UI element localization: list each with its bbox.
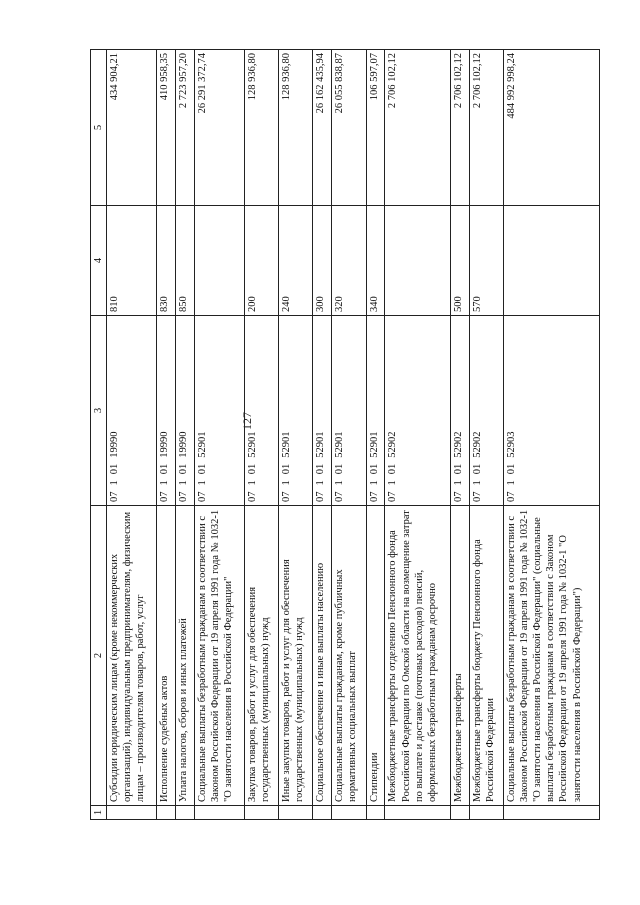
expense-type-code: 570 xyxy=(469,206,503,316)
table-row xyxy=(503,50,599,820)
col-header-5: 5 xyxy=(91,50,107,206)
row-index-cell xyxy=(503,806,599,820)
code-part: 01 xyxy=(368,463,380,475)
expense-type-code xyxy=(194,206,244,316)
expense-name: Социальные выплаты безработным гражданам в соответствии с Законом Российской Федерации от 19 апреля 1991 года № 1032-1 "О занятости населения в Российской Федерации" (социальные выплаты безработным гражданам в соответствии с Законом Российской Федерации от 19 апреля 1991 года № 1032-1 "О занятости населения в Российской Федерации") xyxy=(503,506,599,806)
code-part: 52903 xyxy=(505,431,517,458)
code-part: 1 xyxy=(196,480,208,486)
table-row xyxy=(194,50,244,820)
code-part: 01 xyxy=(177,463,189,475)
code-part: 52902 xyxy=(471,431,483,458)
classification-code xyxy=(244,316,278,506)
code-part: 07 xyxy=(109,491,121,502)
code-part: 01 xyxy=(246,463,258,475)
row-index-cell xyxy=(156,806,175,820)
classification-code xyxy=(156,316,175,506)
col-header-3: 3 xyxy=(91,316,107,506)
table-row xyxy=(385,50,450,820)
code-part: 07 xyxy=(315,491,327,502)
code-part: 01 xyxy=(505,463,517,475)
classification-code xyxy=(175,316,194,506)
code-part: 01 xyxy=(471,463,483,475)
amount: 2 723 957,20 xyxy=(175,50,194,206)
code-part: 1 xyxy=(158,480,170,486)
row-index-cell xyxy=(175,806,194,820)
expense-name: Стипендии xyxy=(366,506,385,806)
expense-name: Межбюджетные трансферты отделению Пенсионного фонда Российской Федерации по Омской области на возмещение затрат по выплате и доставке (почтовых расходов) пенсий, оформленных безработным гражданам досрочно xyxy=(385,506,450,806)
classification-code xyxy=(313,316,332,506)
code-part: 07 xyxy=(158,491,170,502)
row-index-cell xyxy=(107,806,157,820)
classification-code xyxy=(469,316,503,506)
expense-name: Исполнение судебных актов xyxy=(156,506,175,806)
header-row xyxy=(91,50,107,820)
code-part: 07 xyxy=(280,491,292,502)
table-row xyxy=(332,50,366,820)
expense-type-code: 200 xyxy=(244,206,278,316)
amount: 2 706 102,12 xyxy=(469,50,503,206)
expense-name: Социальное обеспечение и иные выплаты населению xyxy=(313,506,332,806)
expense-type-code: 340 xyxy=(366,206,385,316)
code-part: 07 xyxy=(368,491,380,502)
code-part: 1 xyxy=(334,480,346,486)
code-part: 52901 xyxy=(368,431,380,458)
row-index-cell xyxy=(385,806,450,820)
table-row xyxy=(175,50,194,820)
code-part: 1 xyxy=(280,480,292,486)
code-part: 1 xyxy=(315,480,327,486)
code-part: 1 xyxy=(452,480,464,486)
code-part: 01 xyxy=(334,463,346,475)
expense-name: Субсидии юридическим лицам (кроме некоммерческих организаций), индивидуальным предпринимателям, физическим лицам – производителям товаров, работ, услуг xyxy=(107,506,157,806)
expense-type-code: 810 xyxy=(107,206,157,316)
expense-type-code: 300 xyxy=(313,206,332,316)
amount: 410 958,35 xyxy=(156,50,175,206)
row-index-cell xyxy=(278,806,312,820)
page-number: 127 xyxy=(240,412,254,430)
code-part: 1 xyxy=(471,480,483,486)
code-part: 52901 xyxy=(334,431,346,458)
expense-name: Социальные выплаты безработным гражданам в соответствии с Законом Российской Федерации от 19 апреля 1991 года № 1032-1 "О занятости населения в Российской Федерации" xyxy=(194,506,244,806)
code-part: 19990 xyxy=(158,431,170,458)
expense-type-code: 850 xyxy=(175,206,194,316)
amount: 128 936,80 xyxy=(278,50,312,206)
table-row xyxy=(366,50,385,820)
code-part: 01 xyxy=(387,463,399,475)
amount: 128 936,80 xyxy=(244,50,278,206)
amount: 434 904,21 xyxy=(107,50,157,206)
table-row xyxy=(278,50,312,820)
col-header-1: 1 xyxy=(91,806,107,820)
classification-code xyxy=(503,316,599,506)
classification-code xyxy=(278,316,312,506)
code-part: 07 xyxy=(196,491,208,502)
expense-name: Уплата налогов, сборов и иных платежей xyxy=(175,506,194,806)
table-row xyxy=(450,50,469,820)
code-part: 52901 xyxy=(196,431,208,458)
amount: 26 291 372,74 xyxy=(194,50,244,206)
table-row xyxy=(107,50,157,820)
expense-name: Межбюджетные трансферты xyxy=(450,506,469,806)
expense-type-code xyxy=(385,206,450,316)
code-part: 07 xyxy=(452,491,464,502)
code-part: 07 xyxy=(334,491,346,502)
expense-type-code: 500 xyxy=(450,206,469,316)
expense-name: Социальные выплаты гражданам, кроме публичных нормативных социальных выплат xyxy=(332,506,366,806)
code-part: 01 xyxy=(196,463,208,475)
code-part: 52901 xyxy=(246,431,258,458)
row-index-cell xyxy=(244,806,278,820)
code-part: 1 xyxy=(505,480,517,486)
expense-type-code xyxy=(503,206,599,316)
amount: 26 055 838,87 xyxy=(332,50,366,206)
code-part: 52901 xyxy=(315,431,327,458)
classification-code xyxy=(450,316,469,506)
code-part: 19990 xyxy=(109,431,121,458)
classification-code xyxy=(366,316,385,506)
col-header-4: 4 xyxy=(91,206,107,316)
amount: 106 597,07 xyxy=(366,50,385,206)
expense-name: Закупка товаров, работ и услуг для обеспечения государственных (муниципальных) нужд xyxy=(244,506,278,806)
expense-name: Межбюджетные трансферты бюджету Пенсионного фонда Российской Федерации xyxy=(469,506,503,806)
row-index-cell xyxy=(469,806,503,820)
code-part: 07 xyxy=(471,491,483,502)
code-part: 07 xyxy=(177,491,189,502)
code-part: 01 xyxy=(452,463,464,475)
classification-code xyxy=(194,316,244,506)
code-part: 01 xyxy=(280,463,292,475)
code-part: 1 xyxy=(246,480,258,486)
code-part: 07 xyxy=(246,491,258,502)
classification-code xyxy=(385,316,450,506)
code-part: 52901 xyxy=(280,431,292,458)
row-index-cell xyxy=(194,806,244,820)
code-part: 52902 xyxy=(452,431,464,458)
table-row xyxy=(469,50,503,820)
code-part: 52902 xyxy=(387,431,399,458)
expense-name: Иные закупки товаров, работ и услуг для обеспечения государственных (муниципальных) нужд xyxy=(278,506,312,806)
amount: 2 706 102,12 xyxy=(385,50,450,206)
code-part: 1 xyxy=(387,480,399,486)
code-part: 01 xyxy=(109,463,121,475)
amount: 26 162 435,94 xyxy=(313,50,332,206)
col-header-2: 2 xyxy=(91,506,107,806)
expense-type-code: 240 xyxy=(278,206,312,316)
classification-code xyxy=(332,316,366,506)
code-part: 1 xyxy=(368,480,380,486)
budget-table xyxy=(90,49,600,820)
code-part: 1 xyxy=(177,480,189,486)
row-index-cell xyxy=(313,806,332,820)
code-part: 19990 xyxy=(177,431,189,458)
code-part: 07 xyxy=(505,491,517,502)
amount: 2 706 102,12 xyxy=(450,50,469,206)
code-part: 07 xyxy=(387,491,399,502)
row-index-cell xyxy=(366,806,385,820)
expense-type-code: 320 xyxy=(332,206,366,316)
table-row xyxy=(156,50,175,820)
classification-code xyxy=(107,316,157,506)
table-row xyxy=(313,50,332,820)
table-row xyxy=(244,50,278,820)
amount: 484 992 998,24 xyxy=(503,50,599,206)
row-index-cell xyxy=(450,806,469,820)
expense-type-code: 830 xyxy=(156,206,175,316)
code-part: 01 xyxy=(315,463,327,475)
code-part: 1 xyxy=(109,480,121,486)
row-index-cell xyxy=(332,806,366,820)
code-part: 01 xyxy=(158,463,170,475)
